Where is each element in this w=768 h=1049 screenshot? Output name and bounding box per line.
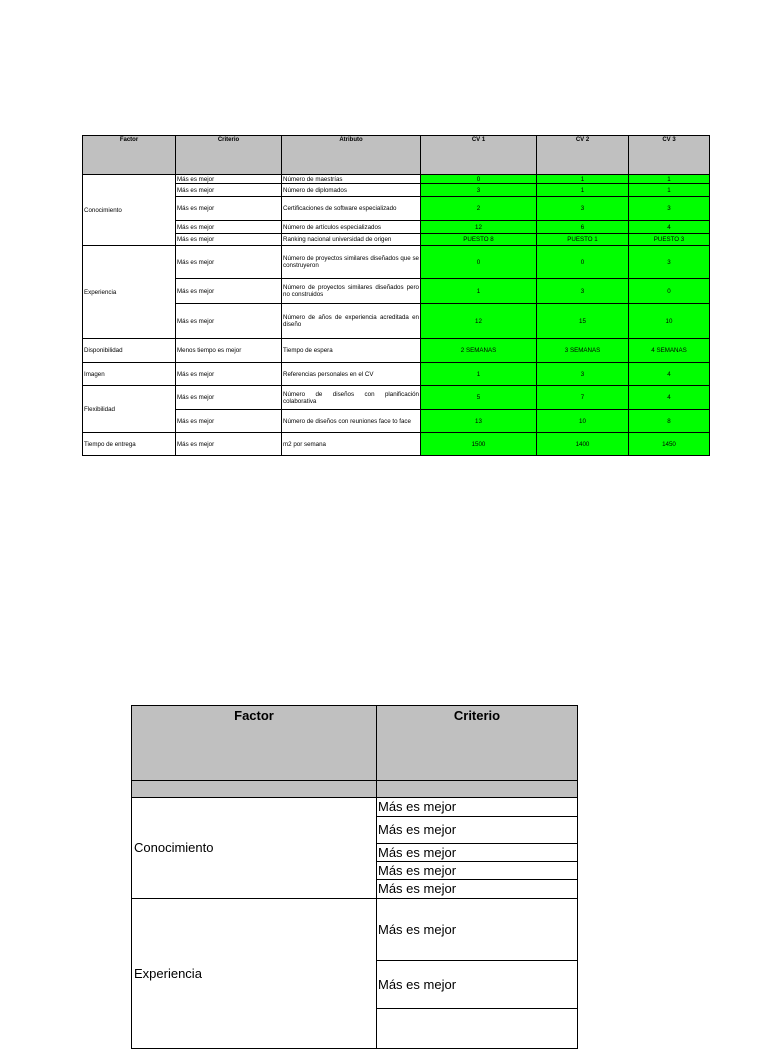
- cv1-cell: 3: [421, 184, 537, 197]
- cv3-cell: 4 SEMANAS: [629, 339, 710, 363]
- zoom-header-factor: Factor: [132, 706, 377, 781]
- cv1-cell: 2 SEMANAS: [421, 339, 537, 363]
- table-row: [83, 197, 710, 221]
- factor-cell: Conocimiento: [132, 798, 377, 899]
- criterio-cell: Más es mejor: [176, 279, 282, 304]
- cv1-cell: 12: [421, 221, 537, 234]
- factor-cell: Disponibilidad: [83, 339, 176, 363]
- criterio-cell: Más es mejor: [176, 234, 282, 246]
- table-row: [132, 899, 578, 961]
- table-row: [83, 433, 710, 456]
- zoom-header-criterio: Criterio: [377, 706, 578, 781]
- cv3-cell: 4: [629, 221, 710, 234]
- table-row: [83, 304, 710, 339]
- criterio-cell: Más es mejor: [176, 410, 282, 433]
- criteria-table: [82, 135, 710, 456]
- factor-cell: Conocimiento: [83, 175, 176, 246]
- criterio-cell: Más es mejor: [176, 304, 282, 339]
- cv3-cell: 1: [629, 184, 710, 197]
- cv1-cell: PUESTO 8: [421, 234, 537, 246]
- cv2-cell: 3 SEMANAS: [537, 339, 629, 363]
- table-row: [83, 246, 710, 279]
- table-row: [83, 279, 710, 304]
- atributo-cell: Número de maestrías: [282, 175, 421, 184]
- cv2-cell: 1: [537, 184, 629, 197]
- criterio-cell: Más es mejor: [176, 184, 282, 197]
- criterio-cell: Más es mejor: [377, 899, 578, 961]
- cv1-cell: 5: [421, 386, 537, 410]
- cv2-cell: 1: [537, 175, 629, 184]
- table-row: [132, 798, 578, 817]
- atributo-cell: Número de años de experiencia acreditada en diseño: [282, 304, 421, 339]
- cv3-cell: 0: [629, 279, 710, 304]
- cv3-cell: 3: [629, 197, 710, 221]
- criterio-cell: Menos tiempo es mejor: [176, 339, 282, 363]
- cv2-cell: 3: [537, 197, 629, 221]
- header-criterio: Criterio: [176, 136, 282, 175]
- atributo-cell: Ranking nacional universidad de origen: [282, 234, 421, 246]
- atributo-cell: Tiempo de espera: [282, 339, 421, 363]
- cv1-cell: 0: [421, 175, 537, 184]
- factor-cell: Imagen: [83, 363, 176, 386]
- header-atributo: Atributo: [282, 136, 421, 175]
- cv2-cell: 3: [537, 279, 629, 304]
- header-factor: Factor: [83, 136, 176, 175]
- factor-cell: Tiempo de entrega: [83, 433, 176, 456]
- zoom-header-row: [132, 706, 578, 781]
- cv1-cell: 0: [421, 246, 537, 279]
- criterio-cell: Más es mejor: [377, 798, 578, 817]
- cv3-cell: 1: [629, 175, 710, 184]
- cv1-cell: 1500: [421, 433, 537, 456]
- atributo-cell: Número de artículos especializados: [282, 221, 421, 234]
- cv2-cell: PUESTO 1: [537, 234, 629, 246]
- cv3-cell: 4: [629, 386, 710, 410]
- zoomed-criteria-table: [131, 705, 578, 1049]
- atributo-cell: Referencias personales en el CV: [282, 363, 421, 386]
- cv3-cell: 8: [629, 410, 710, 433]
- cv2-cell: 6: [537, 221, 629, 234]
- criterio-cell: [377, 1009, 578, 1049]
- atributo-cell: Número de proyectos similares diseñados que se construyeron: [282, 246, 421, 279]
- atributo-cell: Número de diseños con planificación colaborativa: [282, 386, 421, 410]
- criterio-cell: Más es mejor: [377, 844, 578, 862]
- cv1-cell: 2: [421, 197, 537, 221]
- header-cv3: CV 3: [629, 136, 710, 175]
- cv3-cell: 1450: [629, 433, 710, 456]
- cv1-cell: 13: [421, 410, 537, 433]
- atributo-cell: Número de diseños con reuniones face to face: [282, 410, 421, 433]
- table-row: [83, 410, 710, 433]
- criterio-cell: Más es mejor: [176, 221, 282, 234]
- criterio-cell: Más es mejor: [377, 817, 578, 844]
- criterio-cell: Más es mejor: [377, 961, 578, 1009]
- atributo-cell: Número de diplomados: [282, 184, 421, 197]
- factor-cell: Experiencia: [132, 899, 377, 1049]
- criterio-cell: Más es mejor: [176, 197, 282, 221]
- criterio-cell: Más es mejor: [176, 386, 282, 410]
- blank-cell: [377, 781, 578, 798]
- cv2-cell: 10: [537, 410, 629, 433]
- cv1-cell: 12: [421, 304, 537, 339]
- table-row: [83, 363, 710, 386]
- table-row: [83, 386, 710, 410]
- blank-cell: [132, 781, 377, 798]
- cv2-cell: 7: [537, 386, 629, 410]
- table-row: [83, 184, 710, 197]
- header-cv1: CV 1: [421, 136, 537, 175]
- cv3-cell: 3: [629, 246, 710, 279]
- atributo-cell: Número de proyectos similares diseñados pero no construidos: [282, 279, 421, 304]
- cv2-cell: 15: [537, 304, 629, 339]
- header-row: [83, 136, 710, 175]
- table-row: [83, 175, 710, 184]
- header-cv2: CV 2: [537, 136, 629, 175]
- factor-cell: Experiencia: [83, 246, 176, 339]
- cv2-cell: 0: [537, 246, 629, 279]
- zoom-blank-row: [132, 781, 578, 798]
- cv1-cell: 1: [421, 363, 537, 386]
- cv2-cell: 3: [537, 363, 629, 386]
- atributo-cell: m2 por semana: [282, 433, 421, 456]
- atributo-cell: Certificaciones de software especializado: [282, 197, 421, 221]
- table-row: [83, 234, 710, 246]
- cv1-cell: 1: [421, 279, 537, 304]
- table-row: [83, 339, 710, 363]
- criterio-cell: Más es mejor: [377, 862, 578, 880]
- cv2-cell: 1400: [537, 433, 629, 456]
- cv3-cell: PUESTO 3: [629, 234, 710, 246]
- criterio-cell: Más es mejor: [176, 363, 282, 386]
- criterio-cell: Más es mejor: [176, 175, 282, 184]
- criterio-cell: Más es mejor: [176, 246, 282, 279]
- criterio-cell: Más es mejor: [176, 433, 282, 456]
- cv3-cell: 10: [629, 304, 710, 339]
- cv3-cell: 4: [629, 363, 710, 386]
- table-row: [83, 221, 710, 234]
- factor-cell: Flexibilidad: [83, 386, 176, 433]
- criterio-cell: Más es mejor: [377, 880, 578, 899]
